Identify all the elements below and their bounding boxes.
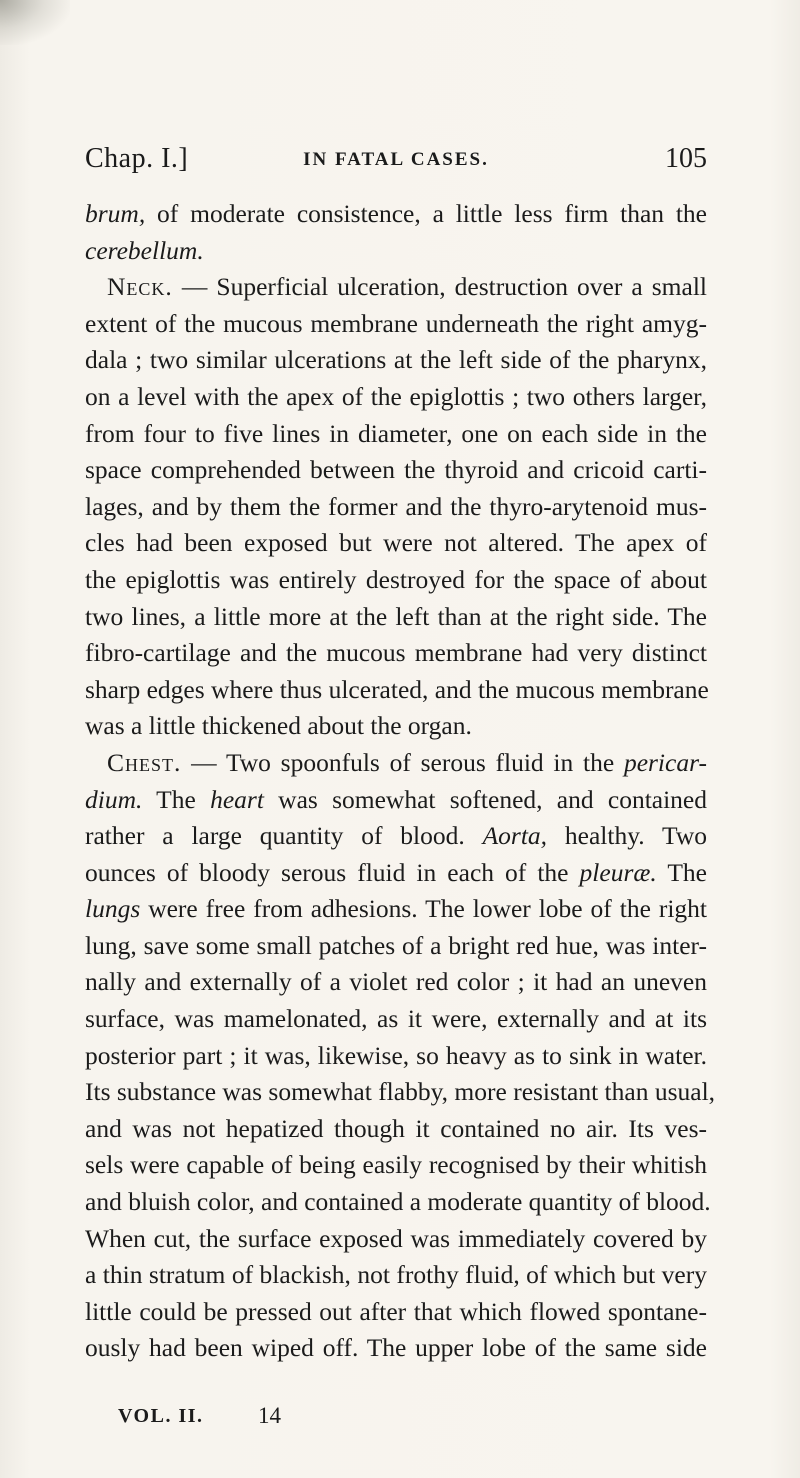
text-line xyxy=(85,1184,711,1221)
text-run: lages, and by them the former and the thyro-arytenoid mus- xyxy=(85,491,707,521)
page-corner-shadow xyxy=(0,0,70,45)
text-run: on a level with the apex of the epiglottis ; two others larger, xyxy=(85,381,707,411)
text-run: was somewhat softened, and contained xyxy=(263,784,707,814)
italic-text: pleuræ. xyxy=(579,857,657,887)
text-line xyxy=(85,1038,707,1075)
italic-text: Aorta, xyxy=(482,821,548,851)
italic-text: heart xyxy=(210,784,264,814)
text-line xyxy=(85,672,707,709)
text-line xyxy=(85,1001,707,1038)
running-title: IN FATAL CASES. xyxy=(303,149,489,170)
text-run: surface, was mamelonated, as it were, externally and at its xyxy=(85,1004,707,1034)
text-line xyxy=(85,489,707,526)
page-footer xyxy=(118,1403,418,1433)
body-text xyxy=(85,196,716,1367)
volume-label: VOL. II. xyxy=(118,1405,204,1427)
text-run: from four to five lines in diameter, one on each side in the xyxy=(85,418,707,448)
text-run: and was not hepatized though it contained no air. Its ves- xyxy=(85,1113,707,1143)
text-run: posterior part ; it was, likewise, so heavy as to sink in water. xyxy=(85,1040,707,1070)
text-line xyxy=(85,745,707,782)
text-run: dala ; two similar ulcerations at the left side of the pharynx, xyxy=(85,345,707,375)
italic-text: pericar- xyxy=(623,747,707,777)
text-run: the epiglottis was entirely destroyed for the space of about xyxy=(85,564,707,594)
text-line xyxy=(85,562,707,599)
italic-text: dium. xyxy=(85,784,143,814)
text-run: — Two spoonfuls of serous fluid in the xyxy=(181,747,624,777)
text-run: sharp edges where thus ulcerated, and the mucous membrane xyxy=(85,674,709,704)
text-line xyxy=(85,855,707,892)
text-line xyxy=(85,1074,716,1111)
text-run: fibro-cartilage and the mucous membrane had very distinct xyxy=(85,638,707,668)
italic-text: cerebellum. xyxy=(85,235,204,265)
text-run: little could be pressed out after that which flowed spontane- xyxy=(85,1296,707,1326)
text-run: space comprehended between the thyroid and cricoid carti- xyxy=(85,455,707,485)
text-line xyxy=(85,525,707,562)
text-line xyxy=(85,452,707,489)
text-run: were free from adhesions. The lower lobe of the right xyxy=(140,894,707,924)
text-run: — Superficial ulceration, destruction over a small xyxy=(172,272,707,302)
text-line xyxy=(85,1257,707,1294)
text-run: nally and externally of a violet red color ; it had an uneven xyxy=(85,967,707,997)
text-run: of moderate consistence, a little less firm than the xyxy=(145,199,707,228)
text-line xyxy=(85,269,707,306)
text-run: lung, save some small patches of a bright red hue, was inter- xyxy=(85,930,707,960)
text-line xyxy=(85,1330,707,1367)
text-run: Its substance was somewhat flabby, more resistant than usual, xyxy=(85,1077,716,1107)
text-run: two lines, a little more at the left than at the right side. The xyxy=(85,601,707,631)
text-line xyxy=(85,928,707,965)
text-run: When cut, the surface exposed was immediately covered by xyxy=(85,1223,707,1253)
italic-text: brum, xyxy=(85,199,146,228)
text-line xyxy=(85,964,707,1001)
text-run: The xyxy=(656,857,707,887)
text-run: cles had been exposed but were not altered. The apex of xyxy=(85,528,707,558)
text-run: extent of the mucous membrane underneath the right amyg- xyxy=(85,308,707,338)
text-line xyxy=(85,342,707,379)
text-line xyxy=(85,306,707,343)
chapter-label: Chap. I.] xyxy=(85,143,189,174)
signature-mark: 14 xyxy=(258,1403,281,1428)
text-run: and bluish color, and contained a moderate quantity of blood. xyxy=(85,1187,711,1217)
text-run: rather a large quantity of blood. xyxy=(85,821,483,851)
text-line xyxy=(85,1221,707,1258)
section-heading: Neck. xyxy=(107,272,173,302)
text-line xyxy=(85,1147,707,1184)
text-line xyxy=(85,708,707,745)
text-run: was a little thickened about the organ. xyxy=(85,711,472,741)
text-line xyxy=(85,1294,707,1331)
text-line xyxy=(85,233,707,270)
text-line xyxy=(85,379,707,416)
text-run: ously had been wiped off. The upper lobe of the same side xyxy=(85,1333,707,1363)
section-heading: Chest. xyxy=(107,747,182,777)
text-line xyxy=(85,416,707,453)
italic-text: lungs xyxy=(85,894,141,924)
page-number: 105 xyxy=(665,143,707,174)
text-line xyxy=(85,599,707,636)
text-line xyxy=(85,891,707,928)
running-header xyxy=(85,143,707,183)
text-run: healthy. Two xyxy=(547,821,707,851)
text-line xyxy=(85,196,707,233)
text-run: sels were capable of being easily recognised by their whitish xyxy=(85,1150,707,1180)
text-line xyxy=(85,1111,707,1148)
text-run: The xyxy=(142,784,211,814)
text-line xyxy=(85,818,707,855)
text-run: ounces of bloody serous fluid in each of the xyxy=(85,857,580,887)
text-run: a thin stratum of blackish, not frothy fluid, of which but very xyxy=(85,1260,707,1290)
text-line xyxy=(85,635,707,672)
text-line xyxy=(85,782,707,819)
